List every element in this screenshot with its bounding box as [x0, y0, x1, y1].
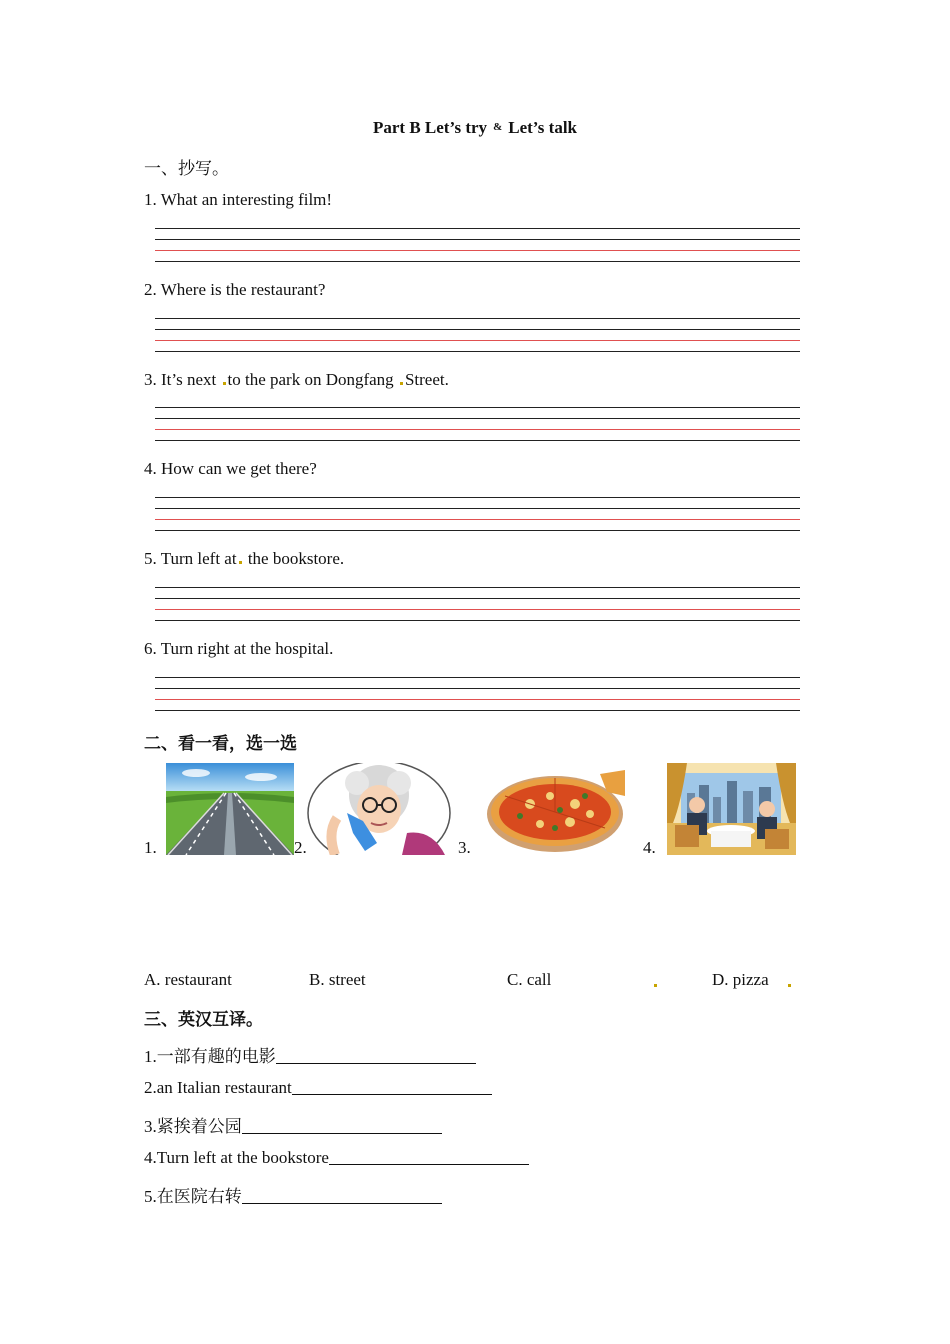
section1-heading: 一、抄写。 [144, 159, 229, 178]
dot-mark [788, 984, 791, 987]
copy-sentence-3 [144, 370, 449, 390]
translate-item-3 [144, 1112, 442, 1137]
sentence3-part-c: Street. [404, 370, 449, 389]
highway-picture [166, 763, 294, 855]
writing-lines-1[interactable] [155, 228, 800, 264]
page-title [0, 118, 950, 138]
picture-number-4: 4. [643, 838, 656, 857]
copy-sentence-4: 4. How can we get there? [144, 459, 317, 478]
title-main: Part B Let’s try [372, 118, 488, 137]
writing-lines-2[interactable] [155, 318, 800, 354]
title-amp: & [493, 121, 503, 133]
sentence5-part-b: the bookstore. [243, 549, 345, 568]
option-d: D. pizza [712, 970, 769, 989]
answer-blank-1[interactable] [276, 1047, 476, 1064]
writing-lines-4[interactable] [155, 497, 800, 533]
translate-item-4 [144, 1148, 529, 1168]
picture-number-1: 1. [144, 838, 157, 857]
section3-heading: 三、英汉互译。 [144, 1010, 263, 1029]
pizza-picture [485, 766, 625, 854]
translate-item-5 [144, 1182, 442, 1207]
writing-lines-5[interactable] [155, 587, 800, 623]
dot-mark [654, 984, 657, 987]
picture-number-2: 2. [294, 838, 307, 857]
copy-sentence-5 [144, 549, 344, 569]
copy-sentence-2: 2. Where is the restaurant? [144, 280, 326, 299]
translate-prompt-1: 1.一部有趣的电影 [144, 1047, 276, 1066]
section2-heading: 二、看一看，选一选 [144, 734, 297, 753]
restaurant-picture [667, 763, 796, 855]
translate-item-1 [144, 1042, 476, 1067]
translate-prompt-5: 5.在医院右转 [144, 1187, 242, 1206]
dot-mark [223, 382, 226, 385]
writing-lines-3[interactable] [155, 407, 800, 443]
copy-sentence-6: 6. Turn right at the hospital. [144, 639, 334, 658]
title-rest: Let’s talk [508, 118, 578, 137]
option-b: B. street [309, 970, 366, 989]
answer-blank-3[interactable] [242, 1117, 442, 1134]
sentence5-part-a: 5. Turn left at [144, 549, 237, 568]
answer-blank-5[interactable] [242, 1187, 442, 1204]
answer-blank-2[interactable] [292, 1078, 492, 1095]
translate-prompt-2b: staurant [237, 1078, 292, 1097]
translate-prompt-3: 3.紧挨着公园 [144, 1117, 242, 1136]
option-c: C. call [507, 970, 552, 989]
picture-number-3: 3. [458, 838, 471, 857]
writing-lines-6[interactable] [155, 677, 800, 713]
sentence3-part-a: 3. It’s next [144, 370, 217, 389]
copy-sentence-1: 1. What an interesting film! [144, 190, 333, 209]
answer-blank-4[interactable] [329, 1148, 529, 1165]
translate-prompt-2a: 2.an Italian re [144, 1078, 238, 1097]
option-a: A. restaurant [144, 970, 232, 989]
translate-prompt-4: 4.Turn left at the bookstore [144, 1148, 329, 1167]
sentence3-part-b: to the park on Dongfang [227, 370, 394, 389]
dot-mark [239, 561, 242, 564]
dot-mark [400, 382, 403, 385]
grandma-phone-picture [307, 763, 452, 855]
translate-item-2 [144, 1078, 492, 1098]
